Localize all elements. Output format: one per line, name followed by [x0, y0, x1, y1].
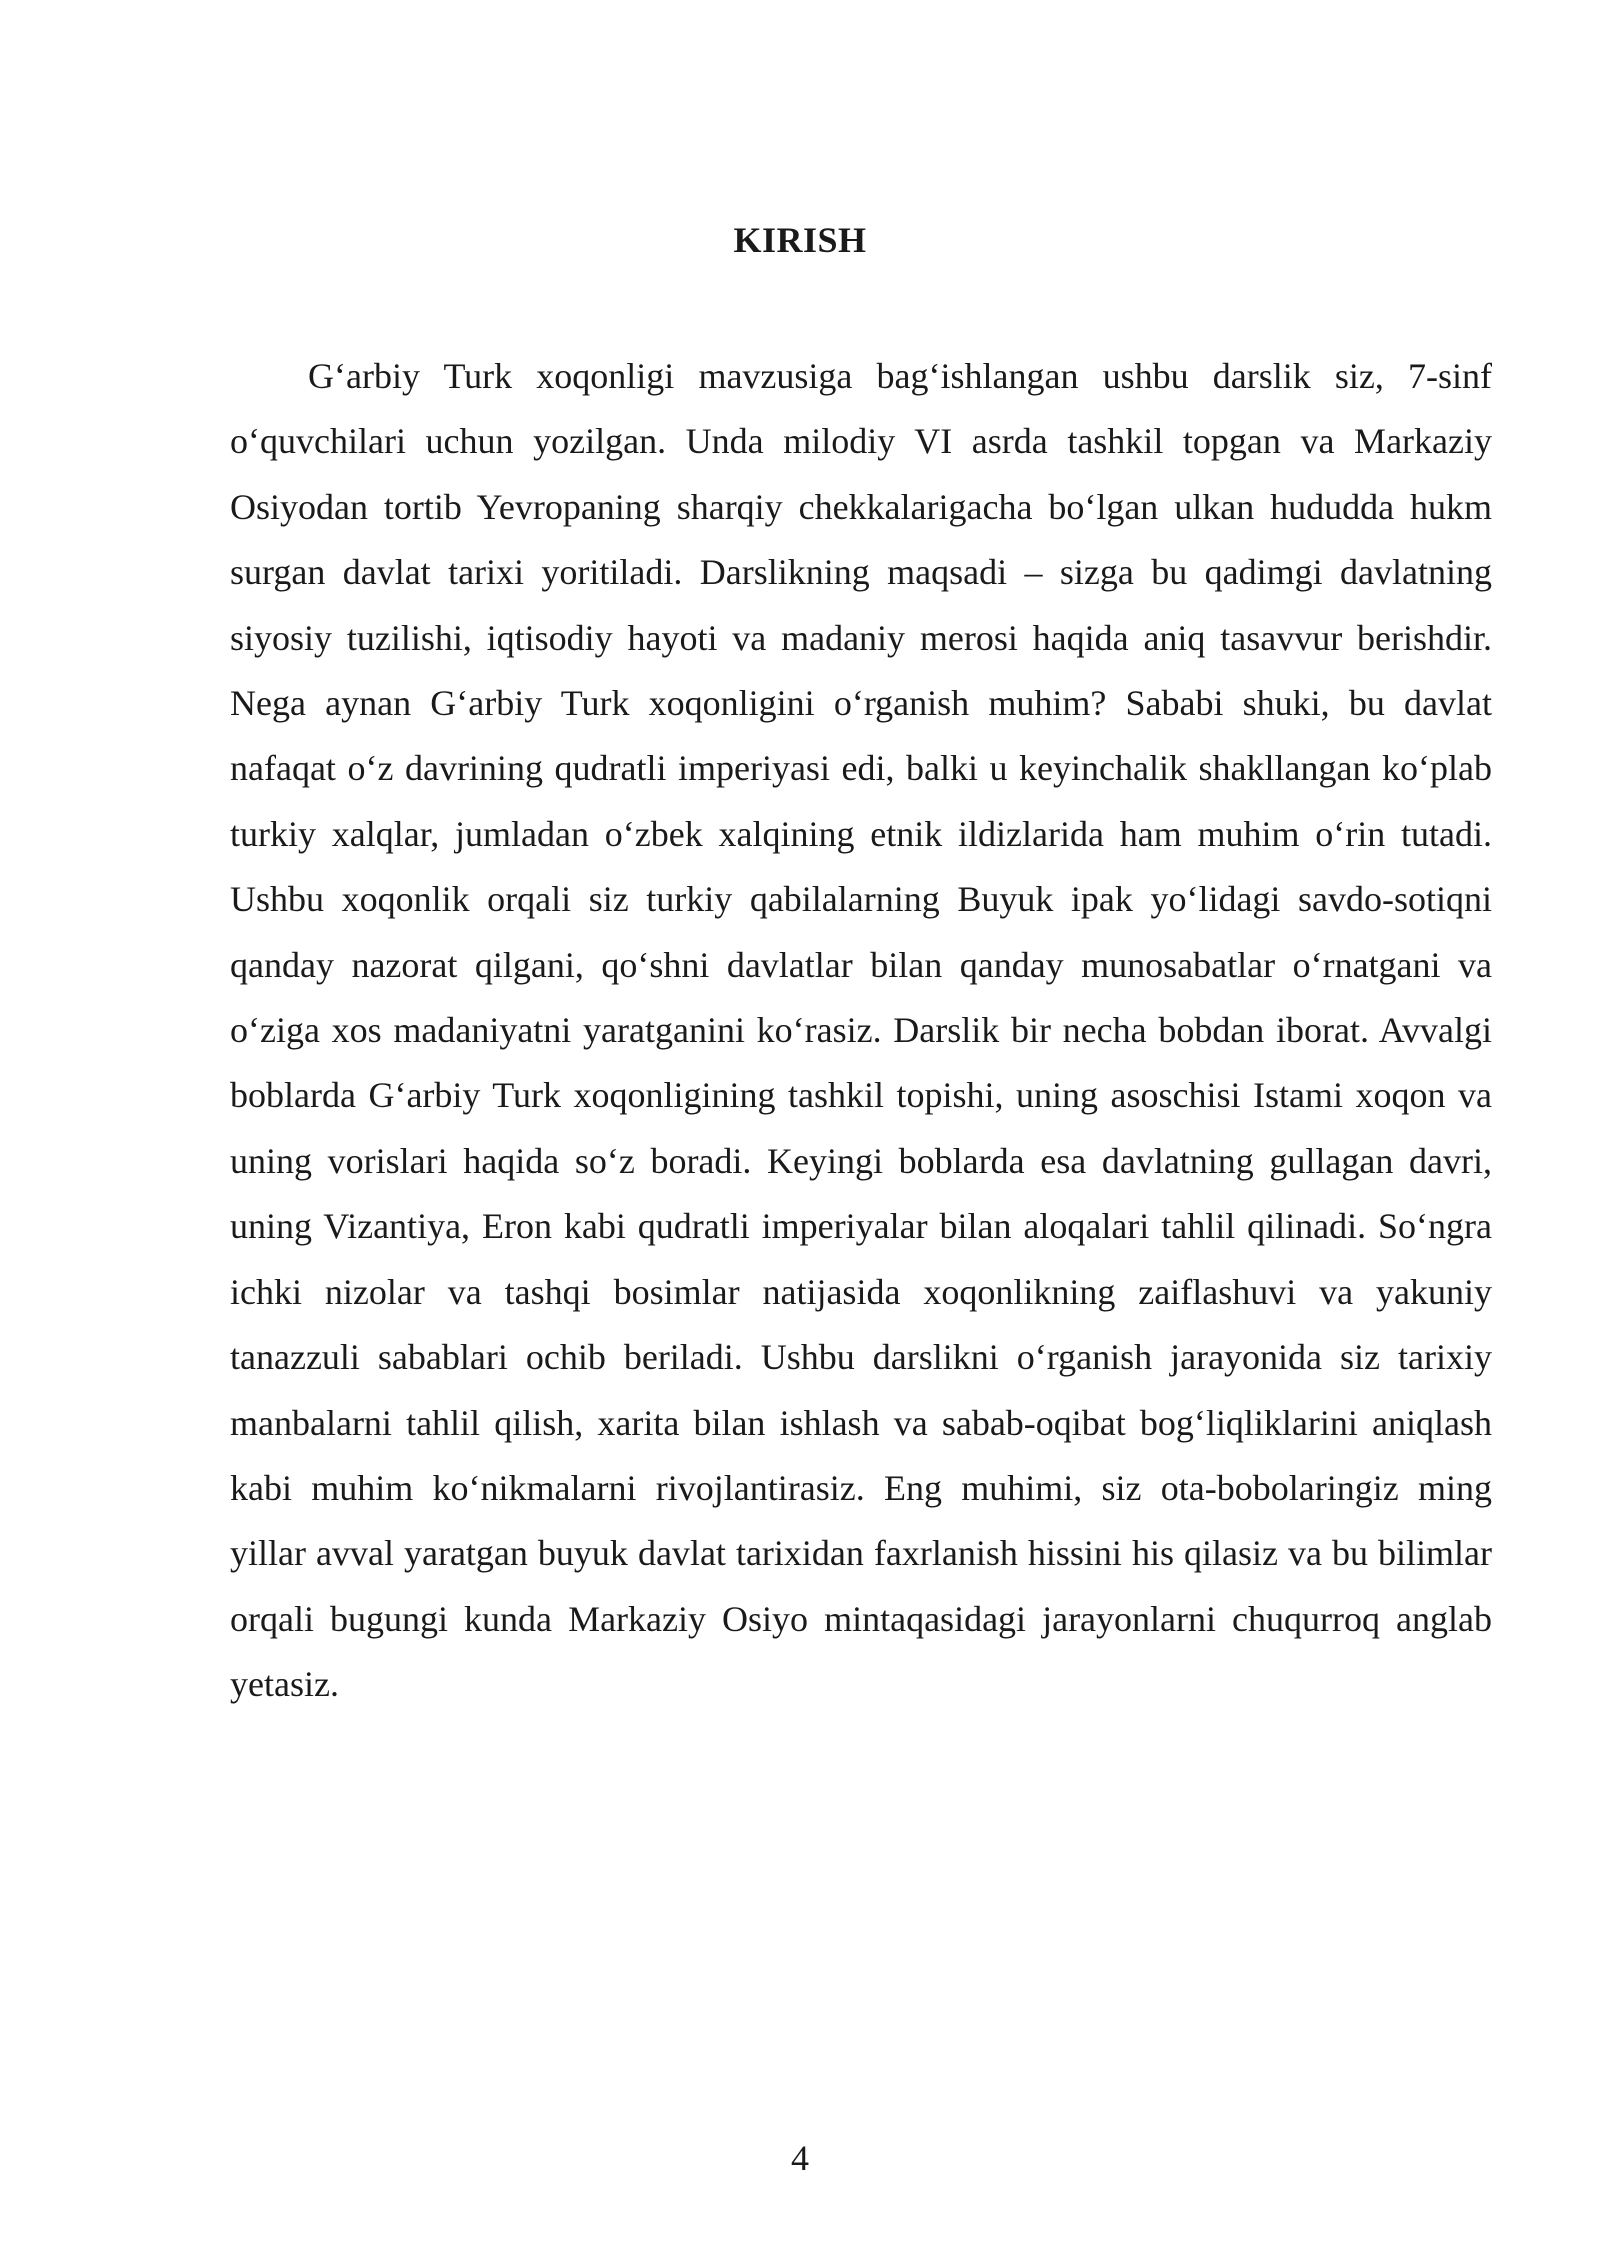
page-number: 4: [791, 2138, 809, 2178]
body-paragraph: G‘arbiy Turk xoqonligi mavzusiga bag‘ishlangan ushbu darslik siz, 7-sinf o‘quvchilari uchun yozilgan. Unda milodiy VI asrda tashkil topgan va Markaziy Osiyodan tortib Yevropaning sharqiy chekkalarigacha bo‘lgan ulkan hududda hukm surgan davlat tarixi yoritiladi. Darslikning maqsadi – sizga bu qadimgi davlatning siyosiy tuzilishi, iqtisodiy hayoti va madaniy merosi haqida aniq tasavvur berishdir. Nega aynan G‘arbiy Turk xoqonligini o‘rganish muhim? Sababi shuki, bu davlat nafaqat o‘z davrining qudratli imperiyasi edi, balki u keyinchalik shakllangan ko‘plab turkiy xalqlar, jumladan o‘zbek xalqining etnik ildizlarida ham muhim o‘rin tutadi. Ushbu xoqonlik orqali siz turkiy qabilalarning Buyuk ipak yo‘lidagi savdo-sotiqni qanday nazorat qilgani, qo‘shni davlatlar bilan qanday munosabatlar o‘rnatgani va o‘ziga xos madaniyatni yaratganini ko‘rasiz. Darslik bir necha bobdan iborat. Avvalgi boblarda G‘arbiy Turk xoqonligining tashkil topishi, uning asoschisi Istami xoqon va uning vorislari haqida so‘z boradi. Keyingi boblarda esa davlatning gullagan davri, uning Vizantiya, Eron kabi qudratli imperiyalar bilan aloqalari tahlil qilinadi. So‘ngra ichki nizolar va tashqi bosimlar natijasida xoqonlikning zaiflashuvi va yakuniy tanazzuli sabablari ochib beriladi. Ushbu darslikni o‘rganish jarayonida siz tarixiy manbalarni tahlil qilish, xarita bilan ishlash va sabab-oqibat bog‘liqliklarini aniqlash kabi muhim ko‘nikmalarni rivojlantirasiz. Eng muhimi, siz ota-bobolaringiz ming yillar avval yaratgan buyuk davlat tarixidan faxrlanish hissini his qilasiz va bu bilimlar orqali bugungi kunda Markaziy Osiyo mintaqasidagi jarayonlarni chuqurroq anglab yetasiz.: [230, 356, 1492, 1705]
section-title: KIRISH: [733, 220, 867, 260]
